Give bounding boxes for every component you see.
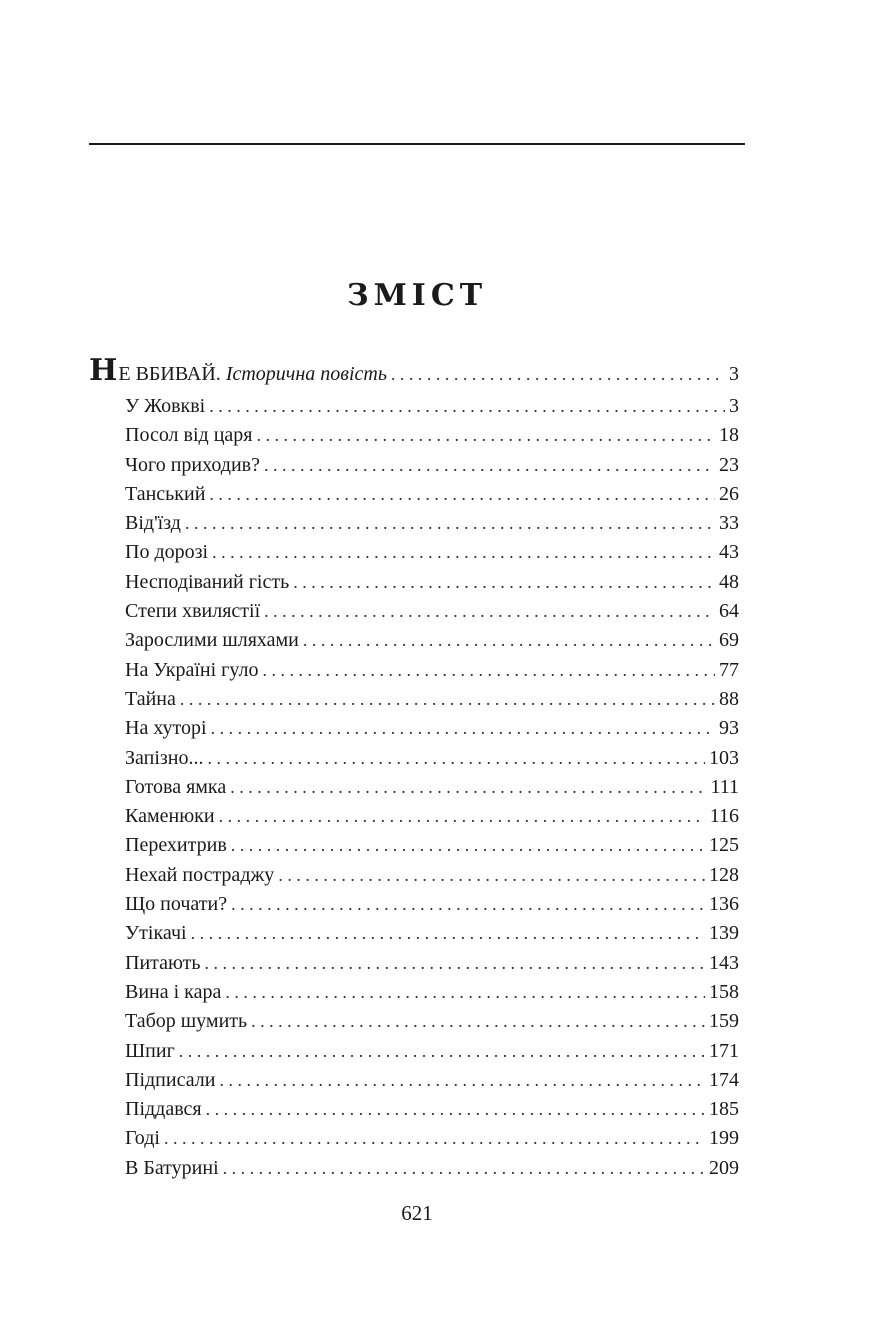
dot-leader: [231, 890, 705, 919]
toc-entry[interactable]: [89, 626, 739, 655]
dot-leader: [185, 509, 715, 538]
chapter-title: Запізно...: [125, 746, 204, 769]
chapter-title: Годі: [125, 1127, 160, 1150]
chapter-page-number: 18: [719, 424, 739, 447]
chapter-title: Танський: [125, 482, 206, 505]
chapter-page-number: 69: [719, 629, 739, 652]
chapter-page-number: 3: [729, 395, 739, 417]
dot-leader: [205, 949, 705, 978]
chapter-page-number: 33: [719, 512, 739, 535]
toc-entry[interactable]: [89, 744, 739, 773]
dot-leader: [179, 1037, 705, 1066]
toc-entry[interactable]: [89, 509, 739, 538]
toc-entry[interactable]: [89, 1154, 739, 1183]
dot-leader: [208, 744, 706, 773]
chapter-list: [89, 392, 739, 1183]
dot-leader: [180, 685, 715, 714]
dot-leader: [209, 392, 725, 421]
chapter-page-number: 128: [709, 863, 739, 886]
chapter-title: У Жовкві: [125, 395, 206, 417]
toc-entry[interactable]: [89, 685, 739, 714]
dot-leader: [219, 802, 706, 831]
work-page-number: 3: [729, 363, 739, 385]
chapter-title: Посол від царя: [125, 424, 253, 447]
chapter-page-number: 174: [709, 1068, 739, 1091]
toc-entry[interactable]: [89, 421, 739, 450]
chapter-title: На хуторі: [125, 717, 207, 740]
chapter-title: Нехай постраджу: [125, 863, 275, 886]
dot-leader: [223, 1154, 705, 1183]
toc-entry[interactable]: [89, 802, 739, 831]
dot-leader: [225, 978, 705, 1007]
chapter-page-number: 125: [709, 834, 739, 857]
toc-entry[interactable]: [89, 451, 739, 480]
toc-entry[interactable]: [89, 1095, 739, 1124]
toc-entry[interactable]: [89, 773, 739, 802]
chapter-page-number: 136: [709, 893, 739, 916]
toc-entry[interactable]: [89, 480, 739, 509]
top-rule: [89, 143, 745, 145]
chapter-page-number: 64: [719, 600, 739, 623]
chapter-title: Шпиг: [125, 1039, 175, 1062]
dot-leader: [211, 714, 715, 743]
chapter-page-number: 171: [709, 1039, 739, 1062]
chapter-page-number: 159: [709, 1010, 739, 1033]
work-subtitle: Історична повість: [225, 363, 387, 385]
chapter-page-number: 48: [719, 570, 739, 593]
work-title: [89, 353, 387, 392]
toc-entry-work[interactable]: [89, 353, 739, 392]
dot-leader: [164, 1124, 705, 1153]
dot-leader: [303, 626, 715, 655]
chapter-page-number: 23: [719, 453, 739, 476]
toc-entry[interactable]: [89, 714, 739, 743]
dot-leader: [251, 1007, 705, 1036]
dot-leader: [264, 597, 715, 626]
dot-leader: [212, 538, 715, 567]
chapter-page-number: 139: [709, 922, 739, 945]
chapter-title: Готова ямка: [125, 775, 227, 798]
chapter-title: Несподіваний гість: [125, 570, 290, 593]
chapter-title: Зарослими шляхами: [125, 629, 299, 652]
toc-entry[interactable]: [89, 831, 739, 860]
chapter-title: Від'їзд: [125, 512, 181, 535]
chapter-page-number: 26: [719, 482, 739, 505]
chapter-title: Піддався: [125, 1098, 202, 1121]
chapter-title: Підписали: [125, 1068, 216, 1091]
toc-entry[interactable]: [89, 392, 739, 421]
toc-entry[interactable]: [89, 861, 739, 890]
toc-entry[interactable]: [89, 597, 739, 626]
chapter-page-number: 111: [710, 775, 739, 798]
chapter-page-number: 88: [719, 687, 739, 710]
chapter-title: Тайна: [125, 687, 176, 710]
chapter-title: На Україні гуло: [125, 658, 259, 681]
dot-leader: [264, 451, 715, 480]
toc-entry[interactable]: [89, 1124, 739, 1153]
chapter-title: Що почати?: [125, 893, 228, 916]
toc-entry[interactable]: [89, 568, 739, 597]
chapter-title: В Батурині: [125, 1156, 219, 1179]
dot-leader: [231, 831, 705, 860]
chapter-page-number: 158: [709, 980, 739, 1003]
chapter-page-number: 116: [709, 805, 739, 828]
chapter-page-number: 93: [719, 717, 739, 740]
dot-leader: [262, 656, 715, 685]
toc-entry[interactable]: [89, 656, 739, 685]
chapter-page-number: 209: [709, 1156, 739, 1179]
toc-entry[interactable]: [89, 978, 739, 1007]
dot-leader: [191, 919, 705, 948]
dot-leader: [209, 480, 715, 509]
dot-leader: [391, 356, 725, 392]
chapter-page-number: 103: [709, 746, 739, 769]
chapter-page-number: 185: [709, 1098, 739, 1121]
page-number: 621: [401, 1201, 433, 1225]
chapter-title: Табор шумить: [125, 1010, 248, 1033]
drop-cap: Н: [89, 353, 118, 388]
toc-entry[interactable]: [89, 1037, 739, 1066]
dot-leader: [206, 1095, 705, 1124]
work-title-rest: Е ВБИВАЙ.: [118, 363, 221, 385]
chapter-title: Перехитрив: [125, 834, 227, 857]
chapter-page-number: 77: [719, 658, 739, 681]
toc-entry[interactable]: [89, 1007, 739, 1036]
dot-leader: [230, 773, 706, 802]
dot-leader: [219, 1066, 705, 1095]
chapter-page-number: 143: [709, 951, 739, 974]
toc-entry[interactable]: [89, 949, 739, 978]
toc-heading: ЗМІСТ: [346, 278, 488, 313]
chapter-title: Каменюки: [125, 805, 215, 828]
dot-leader: [257, 421, 716, 450]
toc-entry[interactable]: [89, 919, 739, 948]
dot-leader: [293, 568, 715, 597]
toc-entry[interactable]: [89, 538, 739, 567]
table-of-contents: [89, 353, 739, 1183]
chapter-page-number: 199: [709, 1127, 739, 1150]
chapter-title: Степи хвилястії: [125, 600, 261, 623]
chapter-title: По дорозі: [125, 541, 209, 564]
chapter-title: Питають: [125, 951, 201, 974]
chapter-title: Вина і кара: [125, 980, 222, 1003]
dot-leader: [278, 861, 705, 890]
chapter-page-number: 43: [719, 541, 739, 564]
toc-entry[interactable]: [89, 1066, 739, 1095]
chapter-title: Чого приходив?: [125, 453, 260, 476]
chapter-title: Утікачі: [125, 922, 187, 945]
toc-entry[interactable]: [89, 890, 739, 919]
